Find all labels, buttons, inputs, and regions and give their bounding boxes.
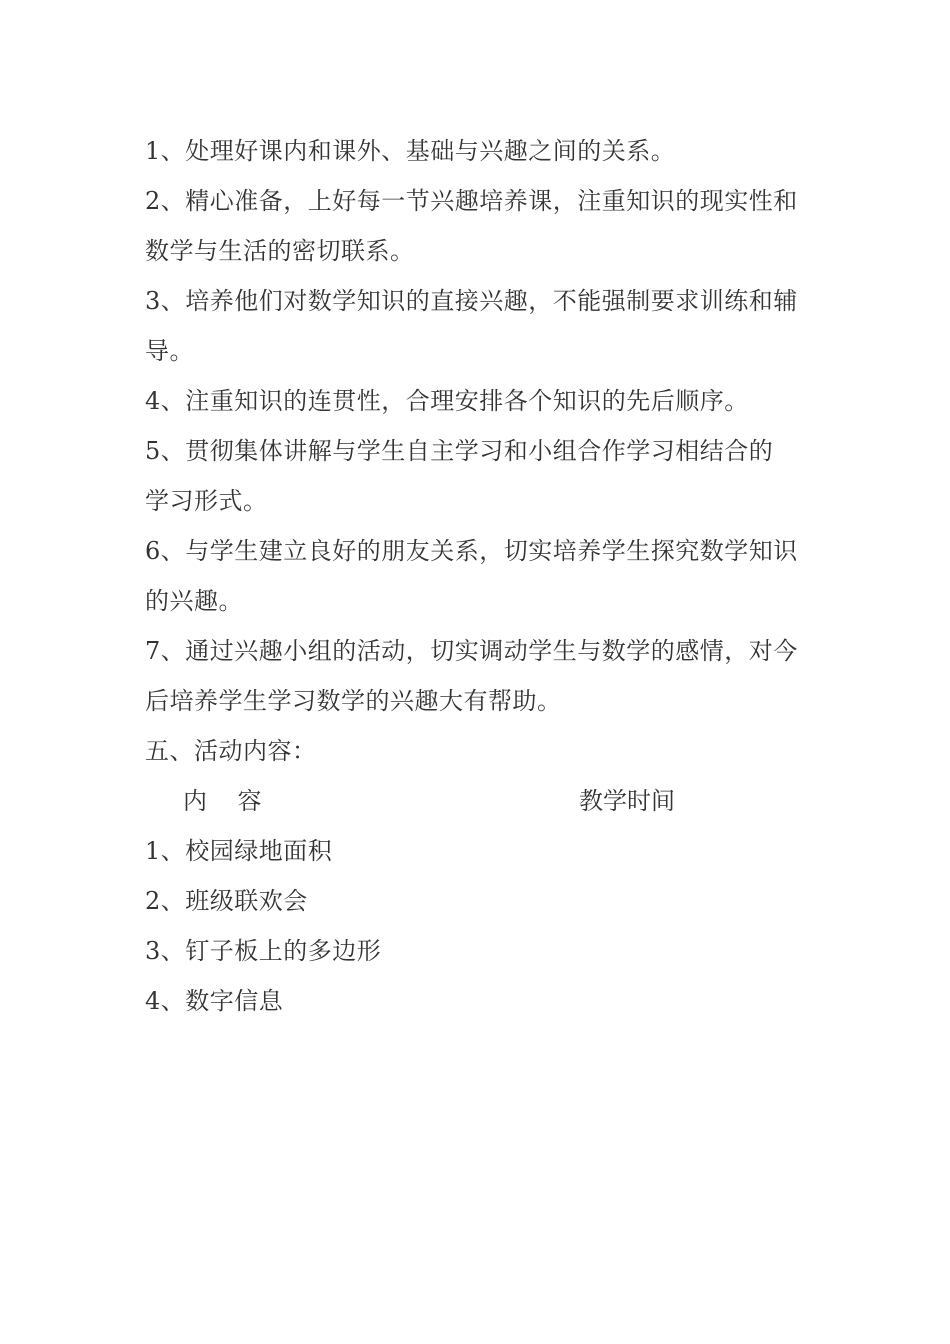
paragraph-line: 6、与学生建立良好的朋友关系，切实培养学生探究数学知识 <box>145 537 798 565</box>
activity-table-header <box>145 776 815 826</box>
activity-item: 1、校园绿地面积 <box>145 837 333 865</box>
paragraph-5 <box>145 426 815 526</box>
paragraph-line: 后培养学生学习数学的兴趣大有帮助。 <box>145 687 562 715</box>
document-body <box>145 126 815 1026</box>
paragraph-line: 导。 <box>145 337 194 365</box>
paragraph-line: 学习形式。 <box>145 487 268 515</box>
paragraph-7 <box>145 626 815 726</box>
paragraph-4 <box>145 376 815 426</box>
header-content: 内 容 <box>183 787 262 815</box>
paragraph-line: 数学与生活的密切联系。 <box>145 237 415 265</box>
paragraph-line: 5、贯彻集体讲解与学生自主学习和小组合作学习相结合的 <box>145 437 774 465</box>
paragraph-line: 3、培养他们对数学知识的直接兴趣，不能强制要求训练和辅 <box>145 287 798 315</box>
section-title: 五、活动内容： <box>145 737 317 765</box>
header-teaching-time: 教学时间 <box>579 787 675 815</box>
paragraph-line: 2、精心准备，上好每一节兴趣培养课，注重知识的现实性和 <box>145 187 798 215</box>
activity-item: 3、钉子板上的多边形 <box>145 937 382 965</box>
paragraph-6 <box>145 526 815 626</box>
activity-item: 2、班级联欢会 <box>145 887 308 915</box>
paragraph-line: 7、通过兴趣小组的活动，切实调动学生与数学的感情，对今 <box>145 637 798 665</box>
activity-list <box>145 826 815 1026</box>
paragraph-3 <box>145 276 815 376</box>
paragraph-line: 4、注重知识的连贯性，合理安排各个知识的先后顺序。 <box>145 387 749 415</box>
paragraph-2 <box>145 176 815 276</box>
paragraph-1 <box>145 126 815 176</box>
paragraph-line: 的兴趣。 <box>145 587 243 615</box>
paragraph-line: 1、处理好课内和课外、基础与兴趣之间的关系。 <box>145 137 676 165</box>
activity-item: 4、数字信息 <box>145 987 284 1015</box>
